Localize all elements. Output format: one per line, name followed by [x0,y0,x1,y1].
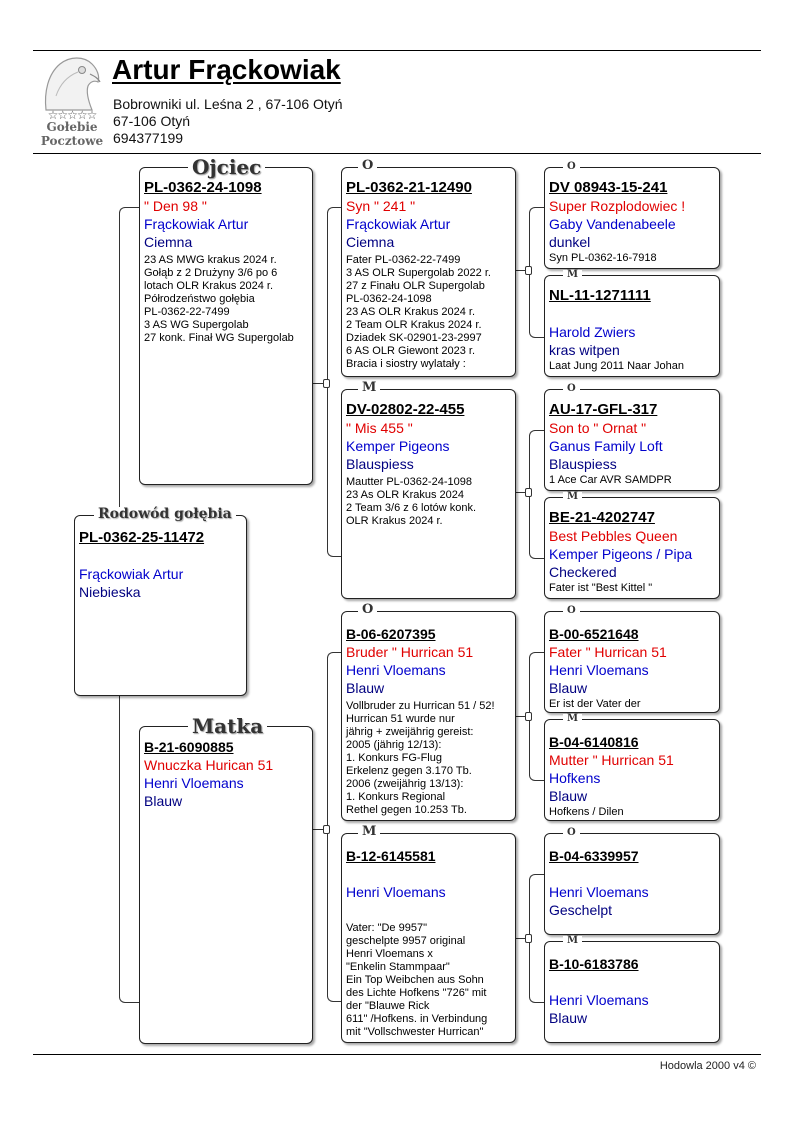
mff-color: Blauw [549,680,588,696]
paternal-grandfather-name: Syn " 241 " [346,198,416,214]
connector-node [525,488,532,497]
father-notes: 23 AS MWG krakus 2024 r. Gołąb z 2 Drużyny 3/6 po 6 lotach OLR Krakus 2024 r. Półrodzeństwo gołębia PL-0362-22-7499 3 AS WG Supergolab 27 konk. Finał WG Supergolab [144,254,294,344]
mfm-notes: Hofkens / Dilen [549,806,624,818]
mmm-color: Blauw [549,1010,588,1026]
ffm-card[interactable] [544,275,720,377]
fmm-ring-number: BE-21-4202747 [549,509,655,526]
paternal-grandfather-breeder: Frąckowiak Artur [346,216,451,232]
mmf-card[interactable] [544,833,720,935]
sire-mark: O [563,606,580,616]
mfm-breeder: Hofkens [549,770,601,786]
fmf-card[interactable] [544,389,720,491]
dam-mark: M [358,825,380,838]
dam-mark: M [563,492,582,502]
fmf-color: Blauspiess [549,456,617,472]
mother-name: Wnuczka Hurican 51 [144,757,274,773]
logo-text-line2: Pocztowe [40,134,104,148]
fmf-breeder: Ganus Family Loft [549,438,663,454]
connector-node [323,825,330,834]
logo [36,56,108,148]
fmm-name: Best Pebbles Queen [549,528,678,544]
dam-mark: M [563,270,582,280]
mother-card[interactable] [139,726,313,1044]
top-rule [33,50,761,51]
mmm-ring-number: B-10-6183786 [549,956,639,972]
fff-notes: Syn PL-0362-16-7918 [549,252,657,264]
header-rule [33,153,761,154]
dam-mark: M [563,936,582,946]
maternal-grandfather-card[interactable] [341,611,516,821]
pigeon-head-icon [42,56,102,112]
mmf-breeder: Henri Vloemans [549,884,649,900]
mother-color: Blauw [144,793,183,809]
connector-node [525,712,532,721]
connector-subject-parents-top [119,207,140,516]
ffm-color: kras witpen [549,342,620,358]
mmf-color: Geschelpt [549,902,613,918]
paternal-grandmother-notes: Mautter PL-0362-24-1098 23 As OLR Krakus 2024 2 Team 3/6 z 6 lotów konk. OLR Krakus 2024 r. [346,476,477,527]
father-color: Ciemna [144,234,193,250]
subject-color: Niebieska [79,584,141,600]
fmf-notes: 1 Ace Car AVR SAMDPR [549,474,672,486]
maternal-grandmother-breeder: Henri Vloemans [346,884,446,900]
logo-text-line1: Gołebie [46,120,98,134]
mff-ring-number: B-00-6521648 [549,626,639,642]
footer-rule [33,1054,761,1055]
mmf-ring-number: B-04-6339957 [549,848,639,864]
maternal-grandfather-notes: Vollbruder zu Hurrican 51 / 52! Hurrican 51 wurde nur jährig + zweijährig gereist: 2005 (jährig 12/13): 1. Konkurs FG-Flug Erkelenz gegen 3.170 Tb. 2006 (zweijährig 13/13): 1. Konkurs Regional Rethel gegen 10.253 Tb. [346,700,495,816]
fff-color: dunkel [549,234,591,250]
mother-ring-number: B-21-6090885 [144,739,234,755]
footer-text: Hodowla 2000 v4 © [659,1060,756,1072]
mfm-card[interactable] [544,719,720,821]
father-label: Ojciec [188,157,265,177]
owner-phone: 694377199 [113,130,184,146]
father-ring-number: PL-0362-24-1098 [144,179,262,196]
connector-node [525,266,532,275]
mother-label: Matka [188,716,267,736]
mmm-breeder: Henri Vloemans [549,992,649,1008]
subject-card[interactable] [74,515,247,696]
mff-breeder: Henri Vloemans [549,662,649,678]
owner-name: Artur Frąckowiak [112,54,341,85]
fff-ring-number: DV 08943-15-241 [549,179,668,196]
sire-mark: O [563,162,580,172]
mfm-color: Blauw [549,788,588,804]
subject-ring-number: PL-0362-25-11472 [79,529,205,546]
dam-mark: M [358,381,380,394]
father-name: " Den 98 " [144,198,207,214]
mfm-name: Mutter " Hurrican 51 [549,752,674,768]
sire-mark: O [563,828,580,838]
maternal-grandmother-notes: Vater: "De 9957" geschelpte 9957 original Henri Vloemans x "Enkelin Stammpaar" Ein Top Weibchen aus Sohn des Lichte Hofkens "726" mit der "Blauwe Rick 611" /Hofkens. in Verbindung mit "Vollschwester Hurrican" [346,922,488,1038]
sire-mark: O [563,384,580,394]
mff-card[interactable] [544,611,720,713]
fff-breeder: Gaby Vandenabeele [549,216,676,232]
mmm-card[interactable] [544,941,720,1043]
logo-stars: ☆☆☆☆☆ [47,108,97,122]
ffm-ring-number: NL-11-1271111 [549,287,651,304]
paternal-grandfather-notes: Fater PL-0362-22-7499 3 AS OLR Supergolab 2022 r. 27 z Finału OLR Supergolab PL-0362-24-1098 23 AS OLR Krakus 2024 r. 2 Team OLR Krakus 2024 r. Dziadek SK-02901-23-2997 6 AS OLR Giewont 2023 r. Bracia i siostry wylatały : [346,254,491,370]
father-breeder: Frąckowiak Artur [144,216,249,232]
fmf-ring-number: AU-17-GFL-317 [549,401,658,418]
paternal-grandmother-card[interactable] [341,389,516,599]
owner-address: Bobrowniki ul. Leśna 2 , 67-106 Otyń [113,96,343,112]
mother-breeder: Henri Vloemans [144,775,244,791]
maternal-grandmother-card[interactable] [341,833,516,1043]
paternal-grandfather-ring-number: PL-0362-21-12490 [346,179,472,196]
fmm-card[interactable] [544,497,720,599]
paternal-grandmother-color: Blauspiess [346,456,414,472]
subject-breeder: Frąckowiak Artur [79,566,184,582]
paternal-grandfather-card[interactable] [341,167,516,377]
fmm-color: Checkered [549,564,617,580]
connector-node [323,379,330,388]
maternal-grandfather-breeder: Henri Vloemans [346,662,446,678]
owner-city: 67-106 Otyń [113,113,191,129]
maternal-grandfather-ring-number: B-06-6207395 [346,626,436,642]
connector-subject-parents-bottom [119,695,140,1003]
father-card[interactable] [139,167,313,485]
mfm-ring-number: B-04-6140816 [549,734,639,750]
maternal-grandfather-color: Blauw [346,680,385,696]
fmm-breeder: Kemper Pigeons / Pipa [549,546,693,562]
paternal-grandmother-name: " Mis 455 " [346,420,413,436]
connector-node [525,934,532,943]
maternal-grandfather-name: Bruder " Hurrican 51 [346,644,474,660]
fmm-notes: Fater ist "Best Kittel " [549,582,653,594]
paternal-grandmother-breeder: Kemper Pigeons [346,438,450,454]
maternal-grandmother-ring-number: B-12-6145581 [346,848,436,864]
sire-mark: O [358,159,377,172]
fff-card[interactable] [544,167,720,269]
subject-label: Rodowód gołębia [94,507,236,521]
fmf-name: Son to " Ornat " [549,420,647,436]
fff-name: Super Rozplodowiec ! [549,198,686,214]
sire-mark: O [358,603,377,616]
paternal-grandmother-ring-number: DV-02802-22-455 [346,401,465,418]
ffm-breeder: Harold Zwiers [549,324,636,340]
mff-name: Fater " Hurrican 51 [549,644,667,660]
dam-mark: M [563,714,582,724]
ffm-notes: Laat Jung 2011 Naar Johan [549,360,684,372]
mff-notes: Er ist der Vater der [549,698,641,710]
paternal-grandfather-color: Ciemna [346,234,395,250]
